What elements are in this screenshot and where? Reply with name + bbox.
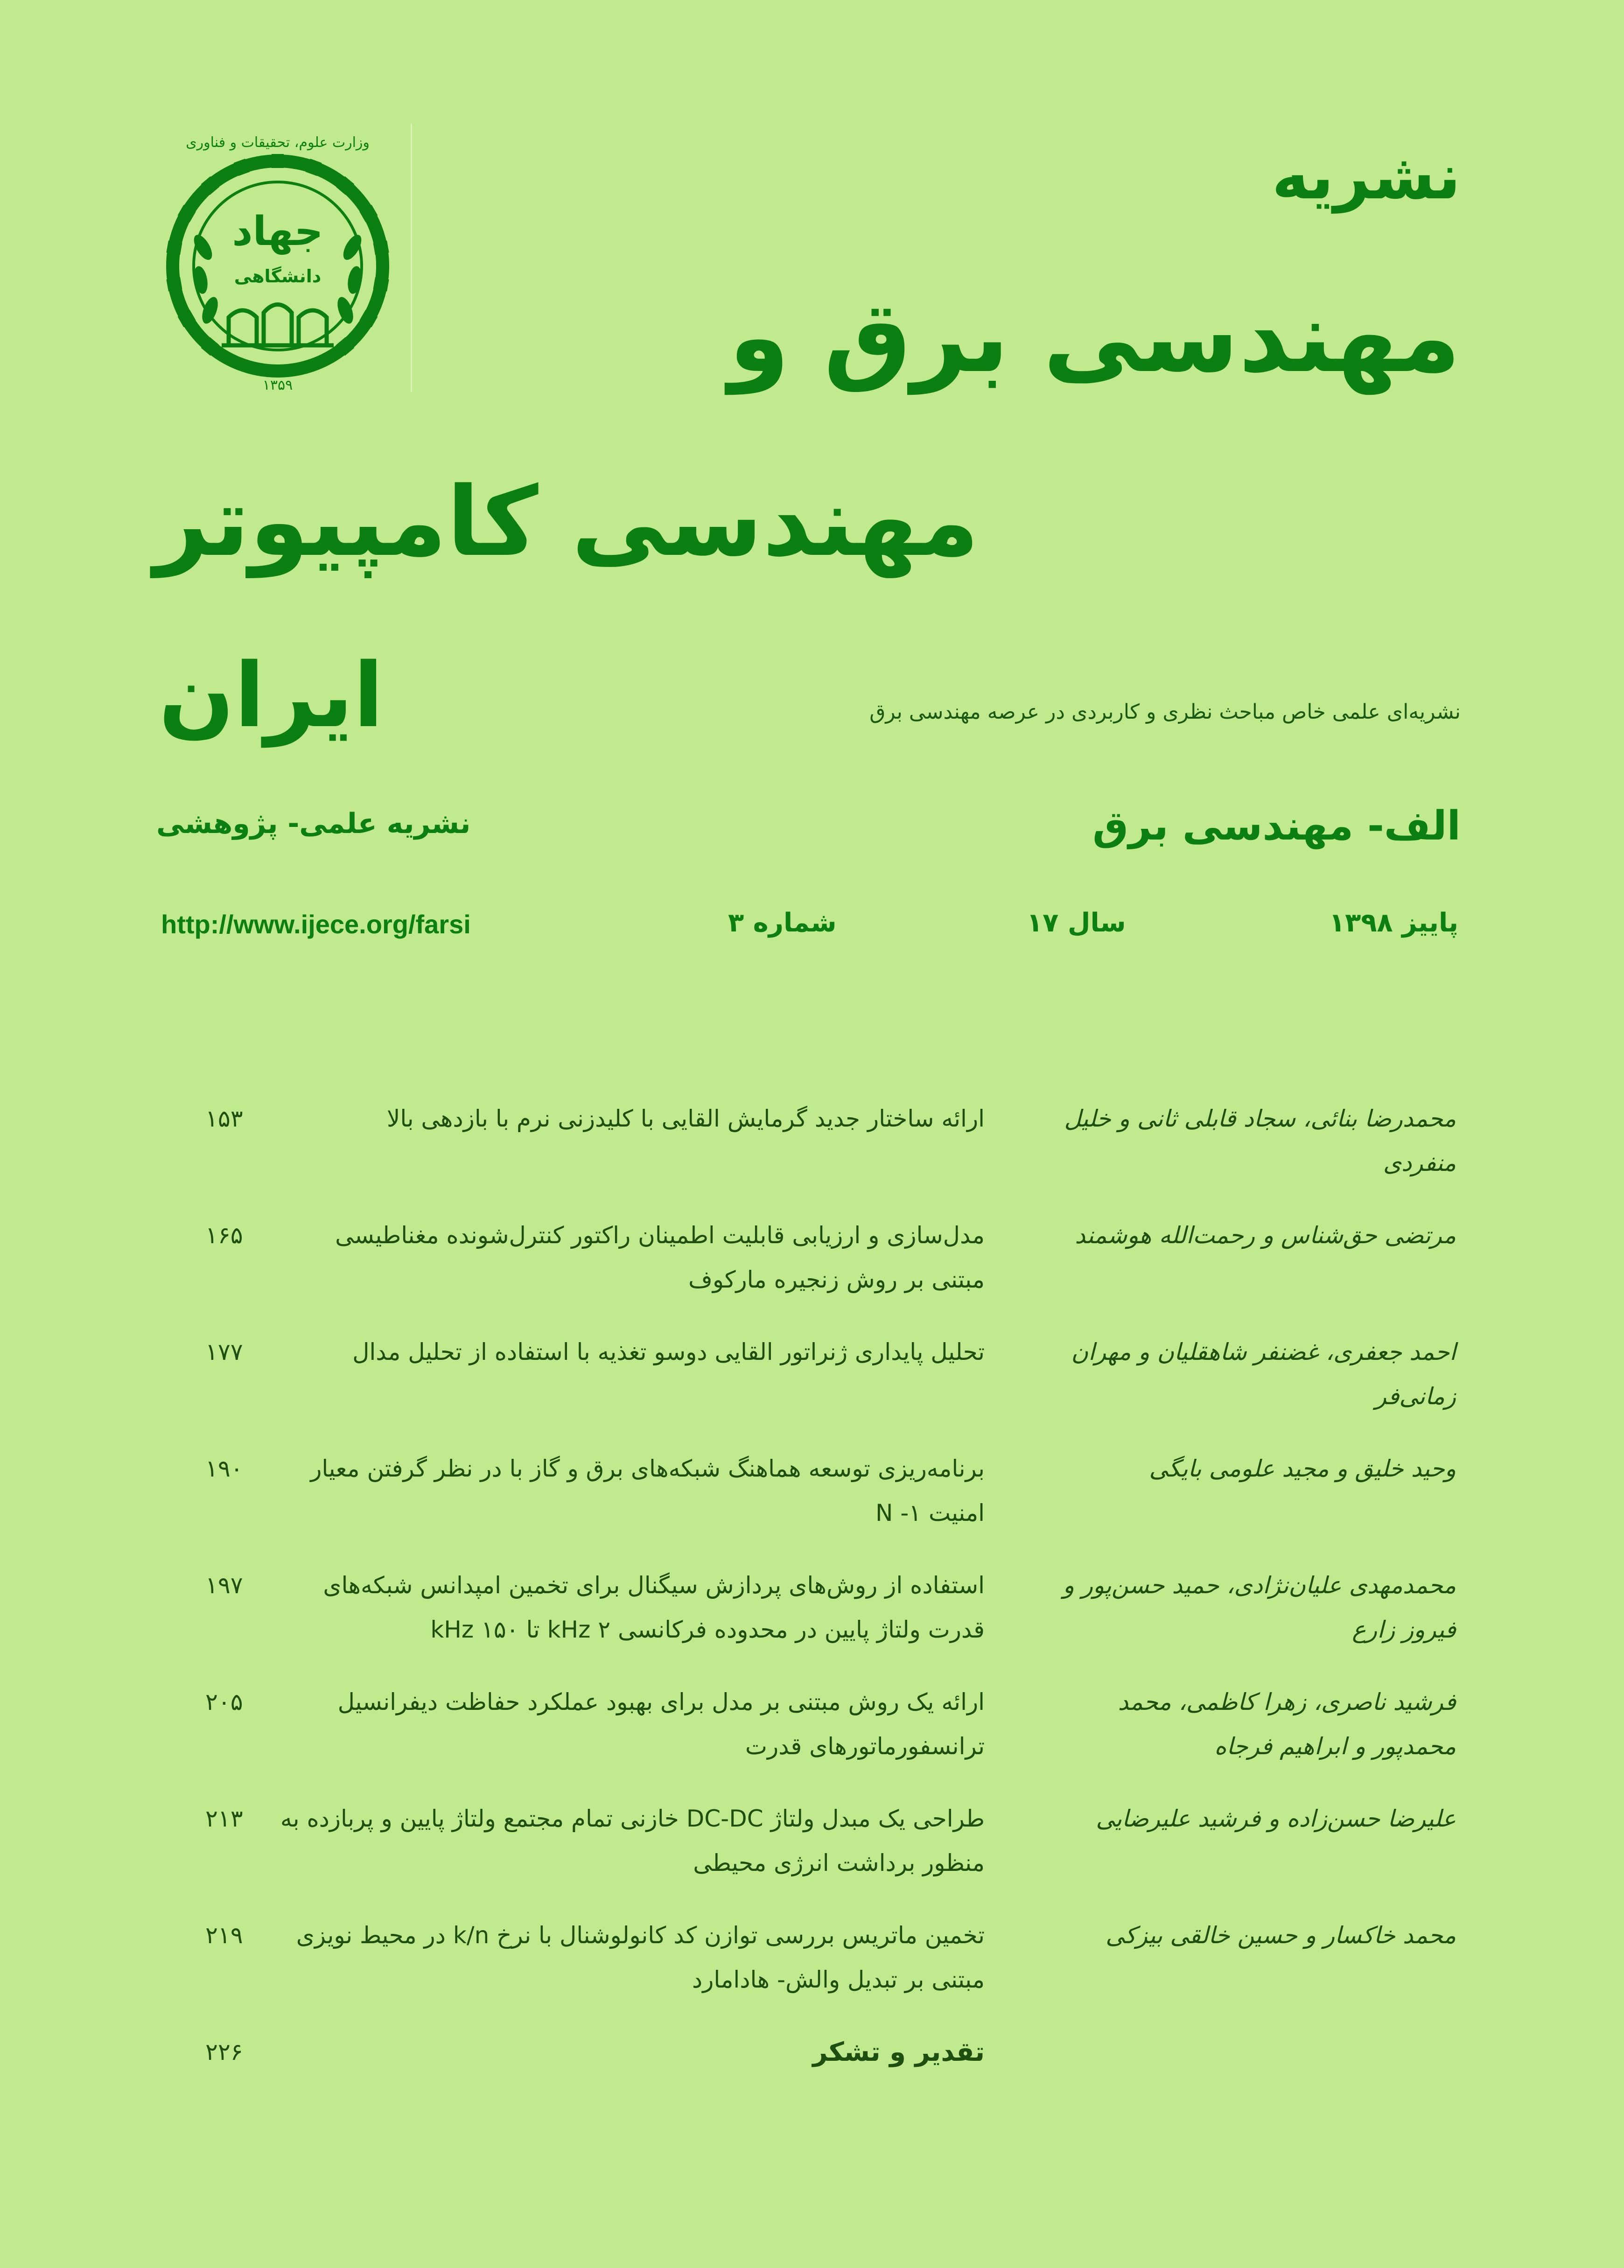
toc-title: تقدیر و تشکر (812, 2037, 985, 2067)
toc-page-number: ۱۹۰ (205, 1455, 243, 1482)
logo-top-text: وزارت علوم، تحقیقات و فناوری (186, 134, 370, 151)
toc-title: مدل‌سازی و ارزیابی قابلیت اطمینان راکتور کنترل‌شونده مغناطیسی مبتنی بر روش زنجیره مارکوف (335, 1222, 985, 1293)
journal-type: نشریه علمی- پژوهشی (156, 807, 471, 840)
toc-title: ارائه ساختار جدید گرمایش القایی با کلیدزنی نرم با بازدهی بالا (386, 1105, 985, 1132)
toc-authors: علیرضا حسن‌زاده و فرشید علیرضایی (1096, 1805, 1456, 1832)
section-name: الف- مهندسی برق (1092, 803, 1461, 849)
toc-page-number: ۱۶۵ (205, 1222, 243, 1249)
toc-authors: وحید خلیق و مجید علومی بایگی (1149, 1455, 1456, 1482)
issue-year: سال ۱۷ (1027, 908, 1126, 938)
logo-divider (411, 124, 412, 392)
logo-year-text: ۱۳۵۹ (262, 377, 293, 393)
toc-page-number: ۲۱۹ (205, 1922, 243, 1949)
issue-season: پاییز ۱۳۹۸ (1329, 908, 1458, 938)
journal-title-line1: مهندسی برق و (728, 280, 1461, 394)
toc-title: ارائه یک روش مبتنی بر مدل برای بهبود عملکرد حفاظت دیفرانسیل ترانسفورماتورهای قدرت (337, 1688, 985, 1760)
issue-number: شماره ۳ (728, 908, 837, 938)
logo-main-text: جهاد (232, 208, 323, 255)
toc-page-number: ۲۲۶ (205, 2038, 243, 2065)
toc-title: برنامه‌ریزی توسعه هماهنگ شبکه‌های برق و گاز با در نظر گرفتن معیار امنیت N -۱ (310, 1455, 985, 1526)
toc-authors: فرشید ناصری، زهرا کاظمی، محمد محمدپور و ابراهیم فرجاه (1118, 1688, 1456, 1760)
logo-sub-text: دانشگاهی (234, 266, 322, 287)
toc-title: طراحی یک مبدل ولتاژ DC-DC خازنی تمام مجتمع ولتاژ پایین و پربازده به منظور برداشت انرژی محیطی (280, 1805, 985, 1876)
jahad-daneshgahi-logo (140, 126, 415, 401)
journal-title-line3: ایران (159, 644, 384, 747)
toc-page-number: ۱۹۷ (205, 1572, 243, 1599)
toc-authors: احمد جعفری، غضنفر شاهقلیان و مهران زمانی‌فر (1071, 1338, 1456, 1410)
logo-emblem (140, 126, 415, 401)
toc-page-number: ۱۵۳ (205, 1105, 243, 1132)
table-of-contents (0, 1097, 1624, 2123)
toc-page-number: ۱۷۷ (205, 1338, 243, 1365)
toc-title: تخمین ماتریس بررسی توازن کد کانولوشنال با نرخ k/n در محیط نویزی مبتنی بر تبدیل والش- هادامارد (296, 1922, 985, 1993)
toc-title: استفاده از روش‌های پردازش سیگنال برای تخمین امپدانس شبکه‌های قدرت ولتاژ پایین در محدوده فرکانسی ۲ kHz تا ۱۵۰ kHz (323, 1572, 985, 1643)
journal-title-line2: مهندسی کامپیوتر (154, 467, 980, 578)
toc-authors: محمدمهدی علیان‌نژادی، حمید حسن‌پور و فیروز زارع (1063, 1572, 1456, 1643)
toc-title: تحلیل پایداری ژنراتور القایی دوسو تغذیه با استفاده از تحلیل مدال (352, 1338, 985, 1365)
journal-url-link[interactable]: http://www.ijece.org/farsi (161, 910, 471, 939)
journal-label: نشریه (1272, 140, 1461, 213)
toc-authors: مرتضی حق‌شناس و رحمت‌الله هوشمند (1075, 1222, 1456, 1249)
toc-authors: محمد خاکسار و حسین خالقی بیزکی (1106, 1922, 1456, 1949)
journal-subtitle: نشریه‌ای علمی خاص مباحث نظری و کاربردی در عرصه مهندسی برق (869, 700, 1461, 724)
toc-authors: محمدرضا بنائی، سجاد قابلی ثانی و خلیل منفردی (1064, 1105, 1456, 1176)
toc-page-number: ۲۰۵ (205, 1688, 243, 1715)
toc-page-number: ۲۱۳ (205, 1805, 243, 1832)
